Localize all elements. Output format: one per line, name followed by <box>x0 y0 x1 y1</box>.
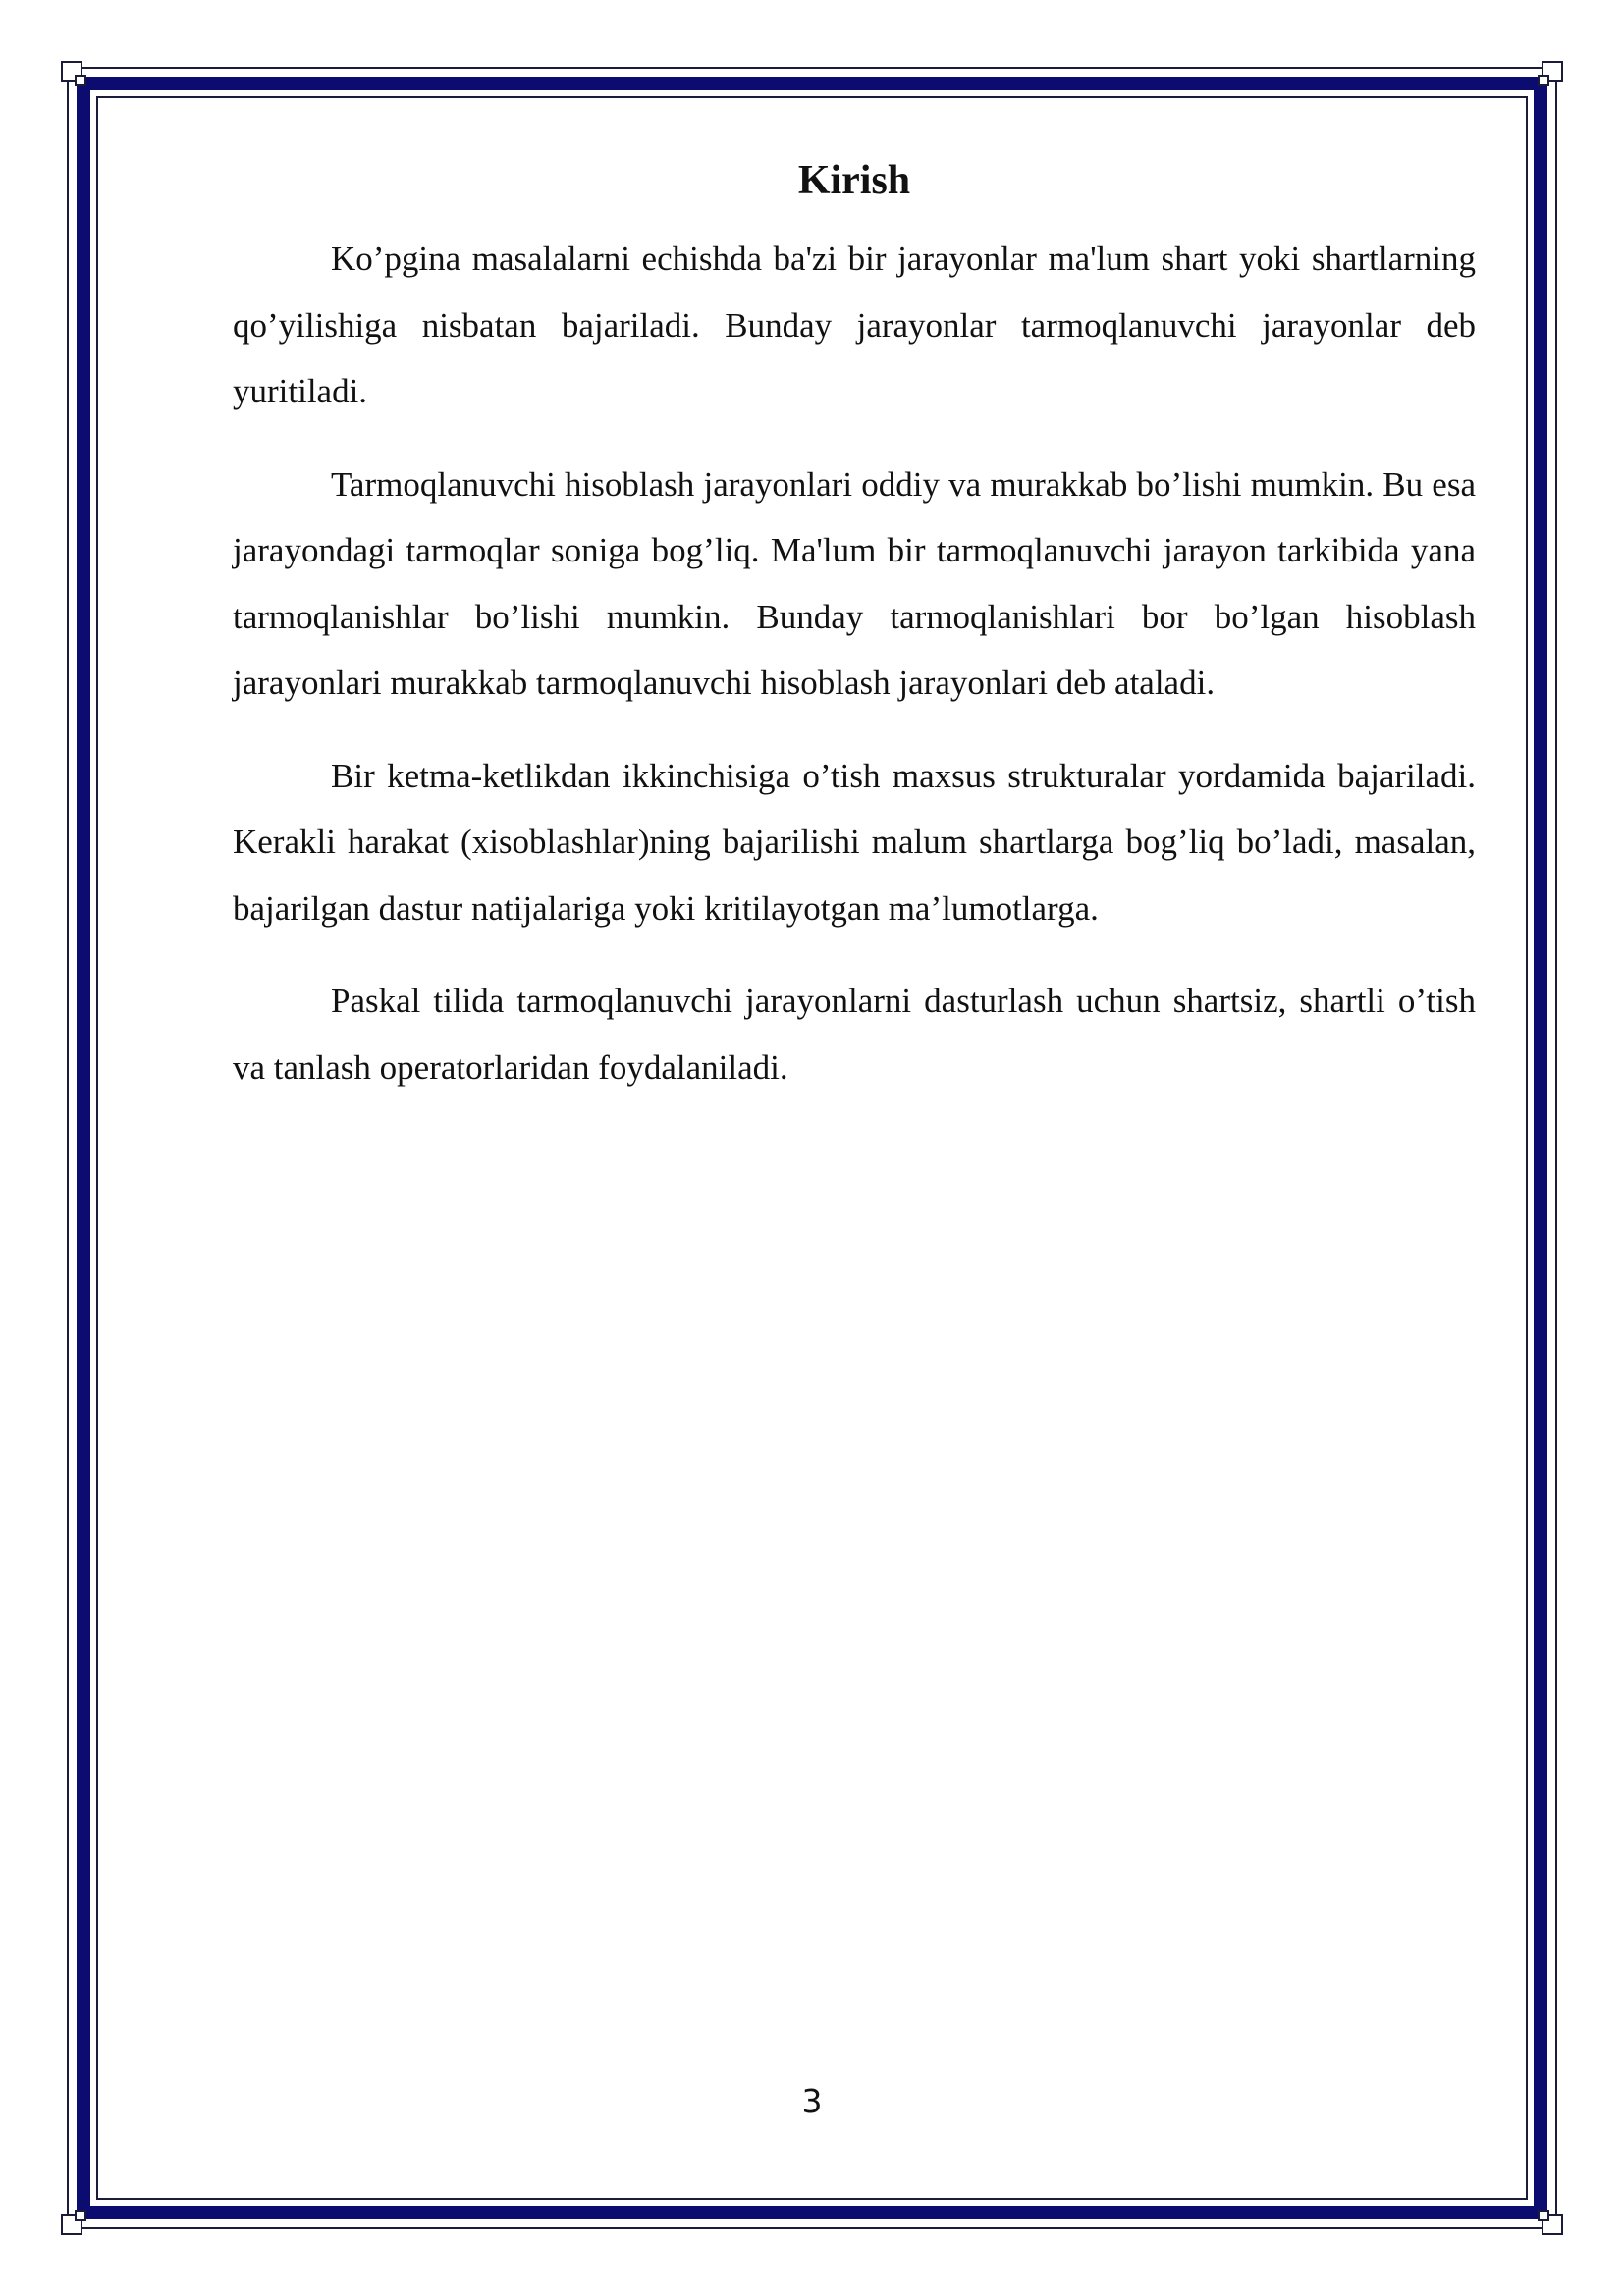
paragraph-1: Ko’pgina masalalarni echishda ba'zi bir jarayonlar ma'lum shart yoki shartlarning qo’yilishiga nisbatan bajariladi. Bunday jarayonlar tarmoqlanuvchi jarayonlar deb yuritiladi. <box>233 240 1476 410</box>
corner-ornament-bottom-left <box>61 2206 90 2235</box>
page-content <box>233 147 1476 1127</box>
paragraph-3: Bir ketma-ketlikdan ikkinchisiga o’tish maxsus strukturalar yordamida bajariladi. Kerakli harakat (xisoblashlar)ning bajarilishi malum shartlarga bog’liq bo’ladi, masalan, bajarilgan dastur natijalariga yoki kritilayotgan ma’lumotlarga. <box>233 756 1476 928</box>
corner-ornament-top-right <box>1534 61 1563 90</box>
corner-ornament-top-left <box>61 61 90 90</box>
paragraph-2: Tarmoqlanuvchi hisoblash jarayonlari oddiy va murakkab bo’lishi mumkin. Bu esa jarayondagi tarmoqlar soniga bog’liq. Ma'lum bir tarmoqlanuvchi jarayon tarkibida yana tarmoqlanishlar bo’lishi mumkin. Bunday tarmoqlanishlari bor bo’lgan hisoblash jarayonlari murakkab tarmoqlanuvchi hisoblash jarayonlari deb ataladi. <box>233 464 1476 702</box>
corner-ornament-bottom-right <box>1534 2206 1563 2235</box>
page-title: Kirish <box>797 158 911 203</box>
paragraph-4: Paskal tilida tarmoqlanuvchi jarayonlarni dasturlash uchun shartsiz, shartli o’tish va tanlash operatorlaridan foydalaniladi. <box>233 982 1476 1087</box>
page-number: 3 <box>801 2082 823 2120</box>
